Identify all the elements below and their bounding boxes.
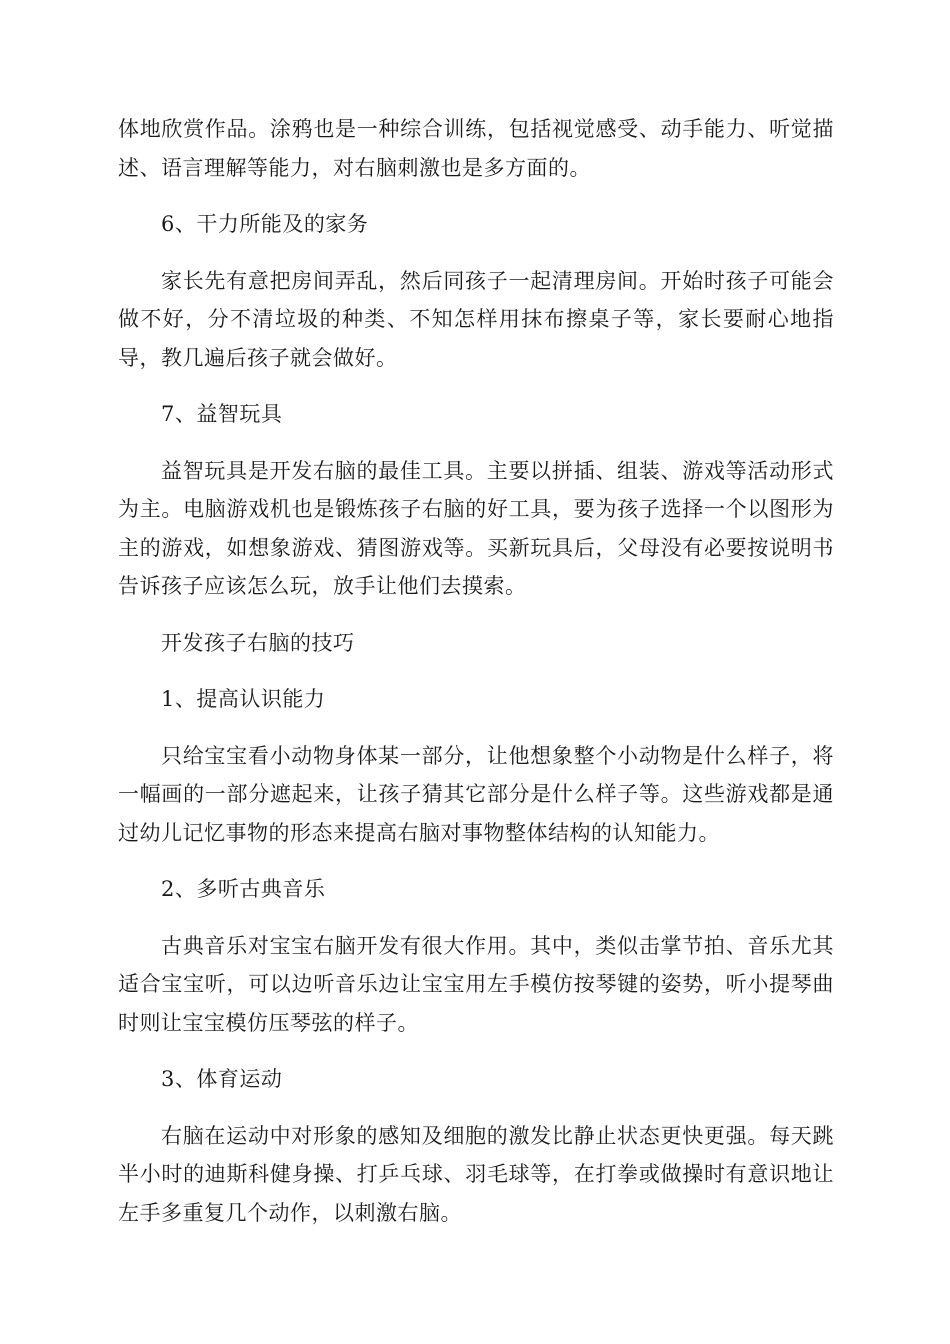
heading-classical-music: 2、多听古典音乐 (161, 877, 326, 901)
document-body (118, 110, 834, 1232)
paragraph-educational-toys: 益智玩具是开发右脑的最佳工具。主要以拼插、组装、游戏等活动形式为主。电脑游戏机也是锻炼孩子右脑的好工具，要为孩子选择一个以图形为主的游戏，如想象游戏、猜图游戏等。买新玩具后，父母没有必要按说明书告诉孩子应该怎么玩，放手让他们去摸索。 (118, 458, 834, 598)
paragraph-doodle-continued: 体地欣赏作品。涂鸦也是一种综合训练，包括视觉感受、动手能力、听觉描述、语言理解等能力，对右脑刺激也是多方面的。 (118, 117, 834, 180)
paragraph-household-chores: 家长先有意把房间弄乱，然后同孩子一起清理房间。开始时孩子可能会做不好，分不清垃圾的种类、不知怎样用抹布擦桌子等，家长要耐心地指导，教几遍后孩子就会做好。 (118, 268, 834, 370)
paragraph-cognitive-ability: 只给宝宝看小动物身体某一部分，让他想象整个小动物是什么样子，将一幅画的一部分遮起来，让孩子猜其它部分是什么样子等。这些游戏都是通过幼儿记忆事物的形态来提高右脑对事物整体结构的认知能力。 (118, 743, 834, 845)
heading-educational-toys: 7、益智玩具 (161, 402, 283, 426)
paragraph-classical-music: 古典音乐对宝宝右脑开发有很大作用。其中，类似击掌节拍、音乐尤其适合宝宝听，可以边听音乐边让宝宝用左手模仿按琴键的姿势，听小提琴曲时则让宝宝模仿压琴弦的样子。 (118, 933, 834, 1035)
paragraph-sports: 右脑在运动中对形象的感知及细胞的激发比静止状态更快更强。每天跳半小时的迪斯科健身操、打乒乓球、羽毛球等，在打拳或做操时有意识地让左手多重复几个动作，以刺激右脑。 (118, 1123, 834, 1225)
heading-cognitive-ability: 1、提高认识能力 (161, 687, 326, 711)
section-title-right-brain-tips: 开发孩子右脑的技巧 (161, 630, 355, 655)
heading-household-chores: 6、干力所能及的家务 (161, 212, 369, 236)
heading-sports: 3、体育运动 (161, 1067, 283, 1091)
